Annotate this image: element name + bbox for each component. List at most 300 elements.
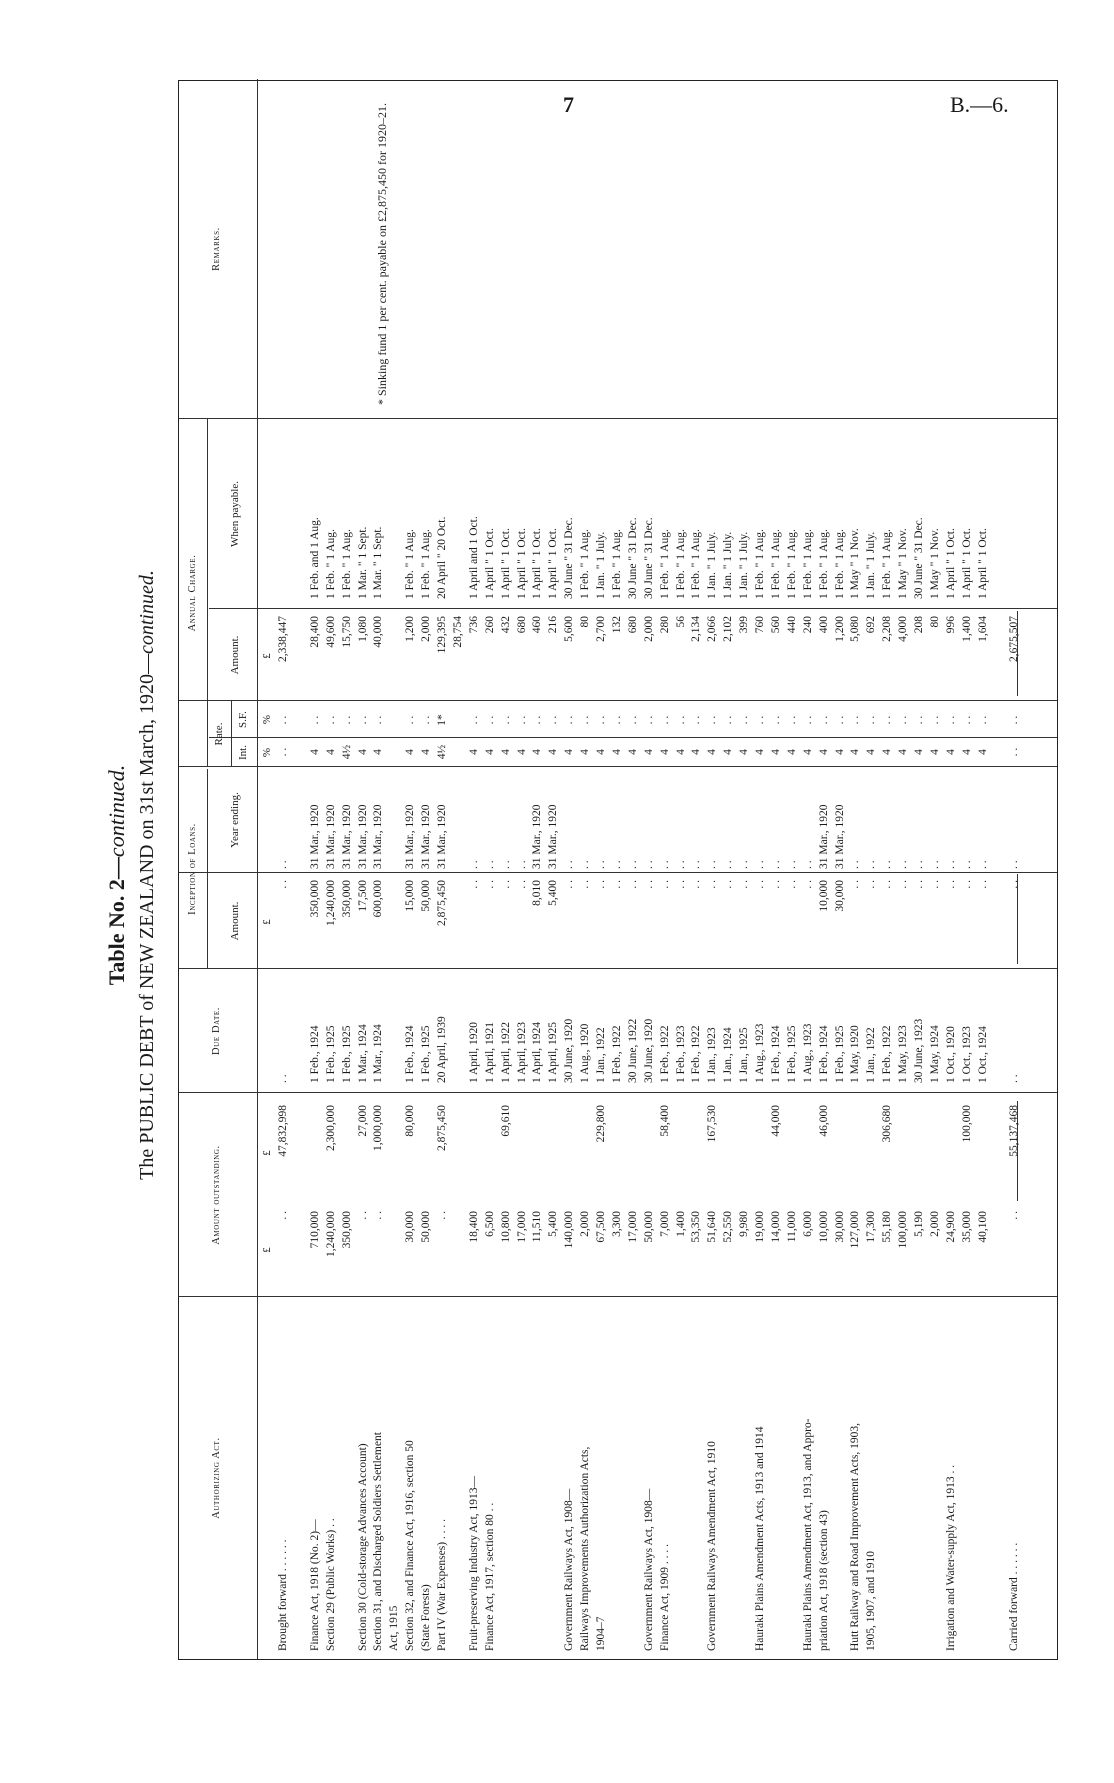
cell-ly: . . (658, 860, 671, 869)
cell-wp: 1 Feb. " 1 Aug. (769, 529, 782, 599)
cell-rs: . . (595, 715, 607, 725)
cell-act: Section 29 (Public Works) . . (324, 1518, 337, 1651)
header-rate-sf: S.F. (237, 711, 249, 728)
cell-rs: . . (658, 715, 671, 725)
cell-dd: 1 Jan., 1922 (595, 1027, 607, 1083)
cell-wp: 1 May " 1 Nov. (849, 528, 862, 599)
cell-la: . . (674, 880, 687, 889)
table-row (627, 81, 640, 1659)
table-row (722, 81, 735, 1659)
cell-ao1: 100,000 (897, 1211, 910, 1249)
cell-la: . . (865, 880, 878, 889)
table-subtitle (136, 50, 159, 1700)
cell-ri: 4 (674, 749, 687, 755)
cell-wp: 1 Feb. " 1 Aug. (340, 529, 353, 599)
cell-am: 440 (785, 616, 798, 634)
table-row (913, 81, 926, 1659)
cell-wp: 1 Feb. " 1 Aug. (658, 529, 671, 599)
cell-ao1: 35,000 (960, 1211, 973, 1243)
cell-rs: . . (420, 715, 433, 725)
cell-rs: . . (277, 715, 289, 725)
cell-dd: 1 Jan., 1923 (706, 1027, 719, 1083)
cell-dd: 1 May, 1923 (897, 1025, 910, 1083)
cell-ly: 31 Mar., 1920 (404, 804, 417, 869)
header-outstanding: Amount outstanding. (211, 1145, 222, 1245)
cell-dd: 30 June, 1920 (642, 1018, 655, 1083)
cell-wp: 30 June " 31 Dec. (913, 517, 925, 599)
cell-wp: 1 Jan. " 1 July. (706, 531, 719, 599)
cell-ly: . . (976, 860, 989, 869)
cell-ly: . . (515, 860, 528, 869)
cell-dd: 30 June, 1922 (626, 1018, 639, 1083)
cell-dd: . . (1008, 1074, 1021, 1083)
cell-ly: . . (897, 860, 910, 869)
cell-ao2: 27,000 (356, 1105, 369, 1137)
cell-am: 2,338,447 (277, 616, 289, 662)
cell-ao1: 2,000 (928, 1211, 941, 1237)
cell-ly: . . (849, 860, 862, 869)
cell-ri: 4 (547, 749, 560, 755)
cell-dd: 1 April, 1922 (499, 1021, 512, 1083)
cell-dd: 1 Feb., 1925 (324, 1025, 337, 1083)
cell-la: . . (769, 880, 782, 889)
cell-la: 17,500 (356, 880, 369, 912)
cell-am: 2,066 (706, 616, 719, 642)
cell-dd: 1 Jan., 1922 (865, 1027, 878, 1083)
table-row (802, 81, 815, 1659)
header-inception-year: Year ending. (229, 792, 241, 848)
cell-rs: . . (356, 715, 369, 725)
table-row (659, 81, 672, 1659)
cell-la: . . (897, 880, 910, 889)
cell-act: 1904–7 (595, 1616, 607, 1651)
cell-act: Carried forward . . . . . . (1008, 1542, 1021, 1651)
cell-wp: 1 Feb. " 1 Aug. (801, 529, 814, 599)
cell-am: 56 (674, 616, 687, 628)
cell-dd: 1 Feb., 1922 (690, 1025, 703, 1083)
cell-ao1: 350,000 (340, 1211, 353, 1249)
cell-dd: 1 Feb., 1925 (833, 1025, 846, 1083)
cell-wp: 1 Jan. " 1 July. (595, 531, 607, 599)
cell-ri: 4 (722, 749, 735, 755)
cell-ao1: 11,000 (785, 1211, 798, 1243)
table-row (420, 81, 433, 1659)
cell-la: . . (944, 880, 957, 889)
cell-wp: 1 Feb. " 1 Aug. (579, 529, 592, 599)
cell-la: . . (1008, 880, 1021, 889)
cell-rs: . . (626, 715, 639, 725)
pound-symbol: £ (261, 919, 273, 925)
cell-rs: . . (976, 715, 989, 725)
table-row (690, 81, 703, 1659)
cell-ao1: 127,000 (849, 1211, 862, 1249)
cell-ao1: 3,300 (610, 1211, 623, 1237)
table-row (993, 81, 1006, 1659)
total-rule (1017, 874, 1018, 964)
percent-symbol: % (261, 747, 273, 758)
table-row (675, 81, 688, 1659)
cell-la: . . (499, 880, 512, 889)
cell-act: Act, 1915 (388, 1605, 401, 1651)
cell-ri: 4 (928, 749, 941, 755)
cell-ao1: 67,500 (595, 1211, 607, 1243)
cell-ly: . . (674, 860, 687, 869)
cell-ly: . . (928, 860, 941, 869)
cell-dd: 1 Jan., 1924 (722, 1027, 735, 1083)
cell-rs: . . (928, 715, 941, 725)
cell-dd: 1 Oct., 1924 (976, 1026, 989, 1083)
cell-la: . . (515, 880, 528, 889)
table-row (436, 81, 449, 1659)
cell-ao1: 710,000 (308, 1211, 321, 1249)
cell-la: 50,000 (420, 880, 433, 912)
cell-ao1: 6,500 (483, 1211, 496, 1237)
rotated-table-sheet (98, 50, 1098, 1700)
cell-ri: 4 (754, 749, 766, 755)
cell-rs: . . (324, 715, 337, 725)
cell-ao1: 14,000 (769, 1211, 782, 1243)
cell-ri: 4 (738, 749, 751, 755)
cell-wp: 1 April " 1 Oct. (499, 528, 512, 599)
table-row (579, 81, 592, 1659)
cell-ri: 4 (833, 749, 846, 755)
cell-am: 2,700 (595, 616, 607, 642)
cell-act: Government Railways Act, 1908— (642, 1488, 655, 1651)
cell-rs: . . (642, 715, 655, 725)
cell-ly: 31 Mar., 1920 (324, 804, 337, 869)
cell-rs: . . (610, 715, 623, 725)
cell-wp: 1 Feb. " 1 Aug. (817, 529, 830, 599)
cell-ri: 4 (356, 749, 369, 755)
table-row (834, 81, 847, 1659)
cell-ly: . . (754, 860, 766, 869)
cell-act: Finance Act, 1917, section 80 . . (483, 1502, 496, 1651)
cell-ly: . . (769, 860, 782, 869)
cell-ri: 4 (626, 749, 639, 755)
cell-dd: 1 Mar., 1924 (356, 1024, 369, 1083)
cell-am: 680 (515, 616, 528, 634)
cell-rs: . . (404, 715, 417, 725)
cell-ri: . . (1008, 747, 1021, 757)
cell-am: 260 (483, 616, 496, 634)
cell-la: 15,000 (404, 880, 417, 912)
group-rule (207, 769, 208, 969)
cell-ao1: 51,640 (706, 1211, 719, 1243)
cell-rs: . . (849, 715, 862, 725)
cell-rs: . . (690, 715, 703, 725)
table-row (516, 81, 529, 1659)
cell-ly: . . (785, 860, 798, 869)
table-row (611, 81, 624, 1659)
cell-am: 4,000 (897, 616, 910, 642)
header-rate-int: Int. (237, 745, 249, 760)
cell-rs: . . (817, 715, 830, 725)
cell-ly: . . (277, 860, 289, 869)
cell-dd: 1 Feb., 1922 (658, 1025, 671, 1083)
cell-rs: . . (738, 715, 751, 725)
cell-ao1: 6,000 (801, 1211, 814, 1237)
cell-rs: . . (801, 715, 814, 725)
cell-ri: 4 (897, 749, 910, 755)
table-row (484, 81, 497, 1659)
table-row (961, 81, 974, 1659)
table-row (500, 81, 513, 1659)
cell-dd: 1 Feb., 1924 (769, 1025, 782, 1083)
cell-dd: 1 Feb., 1922 (610, 1025, 623, 1083)
header-inception: Inception of Loans. (187, 823, 198, 915)
cell-act: Brought forward . . . . . . (277, 1539, 289, 1651)
cell-ri: 4 (658, 749, 671, 755)
cell-la: . . (785, 880, 798, 889)
cell-act: Finance Act, 1909 . . . . (658, 1544, 671, 1651)
cell-rs: . . (881, 715, 894, 725)
cell-la: 1,240,000 (324, 880, 337, 926)
cell-ly: . . (722, 860, 735, 869)
cell-ly: . . (483, 860, 496, 869)
table-title-main: Table No. 2— (104, 857, 129, 986)
table-row (595, 81, 608, 1659)
table-row (293, 81, 306, 1659)
cell-am: 132 (610, 616, 623, 634)
cell-wp: 1 April " 1 Oct. (547, 528, 560, 599)
cell-wp: 1 Feb. " 1 Aug. (420, 529, 433, 599)
cell-am: 996 (944, 616, 957, 634)
cell-ly: 31 Mar., 1920 (833, 804, 846, 869)
cell-ri: 4 (420, 749, 433, 755)
cell-am: 2,000 (420, 616, 433, 642)
cell-am: 15,750 (340, 616, 353, 648)
cell-rs: . . (308, 715, 321, 725)
table-row (563, 81, 576, 1659)
cell-rs: . . (913, 715, 925, 725)
header-annual-amount: Amount. (229, 635, 241, 675)
cell-wp: 1 Mar. " 1 Sept. (356, 526, 369, 599)
header-rule (257, 79, 258, 1659)
cell-dd: 1 Feb., 1925 (785, 1025, 798, 1083)
table-title-cont: continued. (104, 764, 129, 858)
cell-wp: 1 May " 1 Nov. (897, 528, 910, 599)
cell-ao1: 17,000 (515, 1211, 528, 1243)
cell-dd: 1 Oct., 1920 (944, 1026, 957, 1083)
cell-ao1: 1,240,000 (324, 1211, 337, 1257)
cell-wp: 20 April " 20 Oct. (436, 516, 448, 599)
cell-am: 1,200 (833, 616, 846, 642)
cell-ao1: 24,900 (944, 1211, 957, 1243)
cell-wp: 1 May " 1 Nov. (928, 528, 941, 599)
cell-ly: 31 Mar., 1920 (340, 804, 353, 869)
cell-la: 30,000 (833, 880, 846, 912)
pound-symbol: £ (261, 1247, 273, 1253)
cell-act: Hauraki Plains Amendment Acts, 1913 and 1914 (754, 1426, 766, 1651)
cell-dd: 1 April, 1923 (515, 1021, 528, 1083)
cell-ly: . . (881, 860, 894, 869)
cell-am: 240 (801, 616, 814, 634)
cell-am: 129,395 (436, 616, 448, 654)
table-row (865, 81, 878, 1659)
cell-dd: 1 Aug., 1923 (801, 1023, 814, 1083)
cell-am: 216 (547, 616, 560, 634)
cell-ri: 4 (960, 749, 973, 755)
cell-ly: . . (801, 860, 814, 869)
cell-wp: 1 Feb. " 1 Aug. (785, 529, 798, 599)
cell-am: 1,400 (960, 616, 973, 642)
cell-dd: 1 Oct., 1923 (960, 1026, 973, 1083)
cell-la: 350,000 (308, 880, 321, 918)
cell-la: 2,875,450 (436, 880, 448, 926)
cell-ly: . . (499, 860, 512, 869)
table-row (1008, 81, 1021, 1659)
cell-wp: 1 Feb. and 1 Aug. (308, 517, 321, 599)
table-row (977, 81, 990, 1659)
page-reference: B.—6. (950, 92, 1009, 117)
cell-ri: 4 (865, 749, 878, 755)
table-row (897, 81, 910, 1659)
cell-la: 10,000 (817, 880, 830, 912)
cell-la: . . (976, 880, 989, 889)
cell-ri: 4 (483, 749, 496, 755)
table-row (881, 81, 894, 1659)
header-inception-amount: Amount. (229, 901, 241, 941)
cell-la: . . (928, 880, 941, 889)
header-act: Authorizing Act. (211, 1437, 222, 1519)
table-row (706, 81, 719, 1659)
cell-act: Irrigation and Water-supply Act, 1913 . . (944, 1464, 957, 1651)
cell-rs: . . (897, 715, 910, 725)
cell-ri: 4 (642, 749, 655, 755)
cell-am: 1,200 (404, 616, 417, 642)
cell-ao2: 306,680 (881, 1105, 894, 1143)
cell-ri: 4 (976, 749, 989, 755)
cell-ri: 4 (801, 749, 814, 755)
cell-rs: . . (531, 715, 544, 725)
cell-dd: . . (277, 1074, 289, 1083)
cell-am: 2,000 (642, 616, 655, 642)
table-row (531, 81, 544, 1659)
table-row (404, 81, 417, 1659)
cell-la: 5,400 (547, 880, 560, 906)
cell-ly: 31 Mar., 1920 (420, 804, 433, 869)
cell-am: 5,080 (849, 616, 862, 642)
cell-ri: 4 (944, 749, 957, 755)
cell-ao1: . . (356, 1211, 369, 1220)
cell-act: Section 31, and Discharged Soldiers Settlement (372, 1432, 385, 1651)
cell-dd: 1 May, 1924 (928, 1025, 941, 1083)
cell-act: 1905, 1907, and 1910 (865, 1551, 878, 1651)
cell-ly: . . (865, 860, 878, 869)
cell-rs: . . (372, 715, 385, 725)
cell-ao1: . . (1008, 1211, 1021, 1220)
cell-ri: . . (277, 747, 289, 757)
table-row (309, 81, 322, 1659)
cell-wp: 1 Feb. " 1 Aug. (833, 529, 846, 599)
cell-am: 760 (754, 616, 766, 634)
table-row (738, 81, 751, 1659)
cell-wp: 1 April " 1 Oct. (483, 528, 496, 599)
header-remarks: Remarks. (211, 227, 222, 271)
cell-dd: 1 Feb., 1923 (674, 1025, 687, 1083)
cell-wp: 1 Feb. " 1 Aug. (754, 529, 766, 599)
table-row (468, 81, 481, 1659)
cell-ao1: 53,350 (690, 1211, 703, 1243)
cell-la: . . (563, 880, 576, 889)
cell-ao1: 10,800 (499, 1211, 512, 1243)
cell-ri: 4 (690, 749, 703, 755)
percent-symbol: % (261, 714, 273, 725)
cell-am: 5,600 (563, 616, 576, 642)
table-row (388, 81, 401, 1659)
cell-wp: 1 April " 1 Oct. (944, 528, 957, 599)
cell-am: 28,754 (451, 616, 464, 648)
cell-rs: . . (754, 715, 766, 725)
cell-rs: . . (865, 715, 878, 725)
table-row (357, 81, 370, 1659)
cell-am: 40,000 (372, 616, 385, 648)
cell-wp: 1 April " 1 Oct. (960, 528, 973, 599)
cell-ri: 4 (913, 749, 925, 755)
cell-dd: 30 June, 1920 (563, 1018, 576, 1083)
cell-am: 28,400 (308, 616, 321, 648)
cell-ao1: 18,400 (467, 1211, 480, 1243)
cell-ao1: 5,400 (547, 1211, 560, 1237)
cell-dd: 1 Feb., 1925 (340, 1025, 353, 1083)
cell-ly: 31 Mar., 1920 (547, 804, 560, 869)
cell-am: 560 (769, 616, 782, 634)
cell-ao2: 100,000 (960, 1105, 973, 1143)
table-title (104, 50, 130, 1700)
cell-am: 80 (928, 616, 941, 628)
cell-wp: 1 Feb. " 1 Aug. (881, 529, 894, 599)
cell-ao1: 2,000 (579, 1211, 592, 1237)
table-row (818, 81, 831, 1659)
cell-ri: 4 (499, 749, 512, 755)
cell-ao1: 1,400 (674, 1211, 687, 1237)
header-annual-charge: Annual Charge. (187, 554, 198, 632)
table-row (341, 81, 354, 1659)
cell-ao1: 7,000 (658, 1211, 671, 1237)
header-due-date: Due Date. (211, 1007, 222, 1055)
cell-ao1: 30,000 (833, 1211, 846, 1243)
cell-rs: . . (785, 715, 798, 725)
cell-wp: 1 Jan. " 1 July. (738, 531, 751, 599)
cell-am: 680 (626, 616, 639, 634)
cell-ri: 4 (467, 749, 480, 755)
debt-table (178, 80, 1058, 1660)
cell-ri: 4 (595, 749, 607, 755)
cell-wp: 1 Feb. " 1 Aug. (404, 529, 417, 599)
cell-la: . . (960, 880, 973, 889)
cell-rs: . . (706, 715, 719, 725)
pound-symbol: £ (261, 1150, 273, 1156)
cell-act: Government Railways Act, 1908— (563, 1488, 576, 1651)
cell-act: Hauraki Plains Amendment Act, 1913, and Appro- (801, 1418, 814, 1651)
table-row (277, 81, 290, 1659)
cell-ao2: 80,000 (404, 1105, 417, 1137)
cell-ri: 4 (881, 749, 894, 755)
cell-ri: 4 (769, 749, 782, 755)
cell-am: 2,102 (722, 616, 735, 642)
cell-la: . . (467, 880, 480, 889)
cell-ly: 31 Mar., 1920 (308, 804, 321, 869)
cell-ao2: 1,000,000 (372, 1105, 385, 1151)
cell-rs: . . (960, 715, 973, 725)
cell-ri: 4 (404, 749, 417, 755)
table-row (325, 81, 338, 1659)
cell-wp: 30 June " 31 Dec. (642, 517, 655, 599)
cell-ao1: 140,000 (563, 1211, 576, 1249)
cell-wp: 1 Feb. " 1 Aug. (690, 529, 703, 599)
cell-dd: 1 April, 1920 (467, 1021, 480, 1083)
cell-ao1: 19,000 (754, 1211, 766, 1243)
